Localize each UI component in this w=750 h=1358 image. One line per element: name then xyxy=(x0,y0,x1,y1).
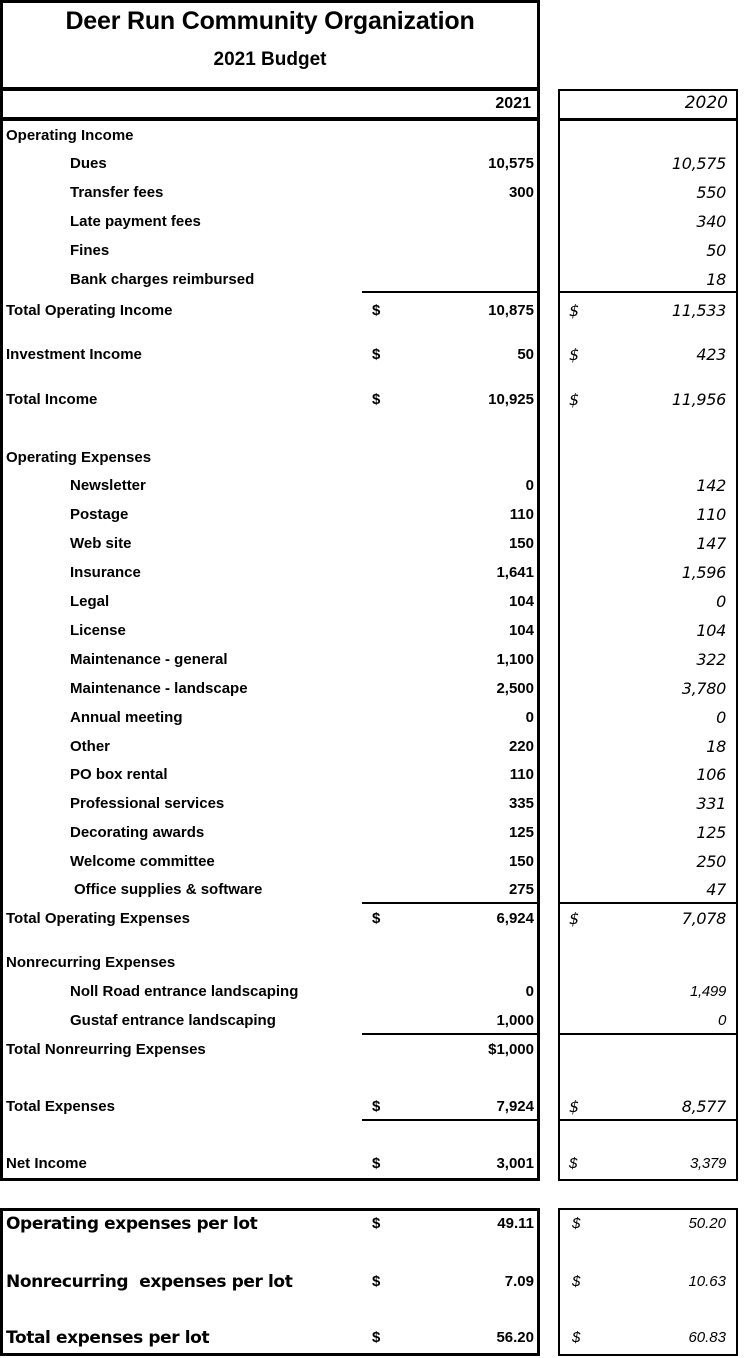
value-2020: 47 xyxy=(706,880,726,899)
value-2020: 104 xyxy=(696,621,726,640)
currency-2021: $ xyxy=(372,391,381,408)
total-row xyxy=(0,907,750,931)
total-row xyxy=(0,1095,750,1119)
currency-2021: $ xyxy=(372,1273,381,1290)
section-header: Nonrecurring Expenses xyxy=(6,954,176,971)
value-2021: 1,100 xyxy=(496,651,534,668)
row-label: Maintenance - landscape xyxy=(70,680,248,697)
column-label-2021: 2021 xyxy=(495,95,531,112)
table-row xyxy=(0,763,750,787)
value-2020: 147 xyxy=(696,534,726,553)
row-label: Total Operating Income xyxy=(6,302,173,319)
value-2020: 550 xyxy=(696,183,726,202)
table-row xyxy=(0,181,750,205)
currency-2021: $ xyxy=(372,1215,381,1232)
currency-2021: $ xyxy=(372,1098,381,1115)
row-label: Postage xyxy=(70,506,129,523)
row-label: Fines xyxy=(70,242,110,259)
currency-2021: $ xyxy=(372,910,381,927)
value-2020: 60.83 xyxy=(688,1329,726,1346)
table-row xyxy=(0,210,750,234)
table-row xyxy=(0,980,750,1004)
value-2021: 56.20 xyxy=(496,1329,534,1346)
table-row xyxy=(0,821,750,845)
section-header: Operating Income xyxy=(6,127,134,144)
section-header-row xyxy=(0,951,750,975)
value-2020: 250 xyxy=(696,852,726,871)
value-2021: 7,924 xyxy=(496,1098,534,1115)
table-row xyxy=(0,677,750,701)
currency-2020: $ xyxy=(569,1097,580,1116)
value-2021: 150 xyxy=(508,853,534,870)
value-2021: 0 xyxy=(525,709,534,726)
value-2021: 125 xyxy=(508,824,534,841)
row-label: Decorating awards xyxy=(70,824,205,841)
value-2021: 0 xyxy=(525,477,534,494)
currency-2020: $ xyxy=(572,1215,581,1232)
currency-2021: $ xyxy=(372,302,381,319)
table-row xyxy=(0,1009,750,1033)
table-row xyxy=(0,268,750,292)
row-label: Late payment fees xyxy=(70,213,201,230)
value-2021: 10,925 xyxy=(488,391,534,408)
value-2020: 18 xyxy=(706,270,726,289)
subtotal-rule xyxy=(362,1033,538,1035)
net-income-row xyxy=(0,1152,750,1176)
section-header-row xyxy=(0,124,750,148)
currency-2021: $ xyxy=(372,1329,381,1346)
currency-2020: $ xyxy=(569,301,580,320)
value-2021: 2,500 xyxy=(496,680,534,697)
column-header-2021 xyxy=(0,88,540,120)
subtotal-rule xyxy=(558,902,738,904)
value-2021: 275 xyxy=(508,881,534,898)
value-2020: 0 xyxy=(717,1012,726,1029)
row-label: Total Expenses xyxy=(6,1098,115,1115)
value-2021: 1,000 xyxy=(496,1012,534,1029)
row-label: Operating expenses per lot xyxy=(6,1214,258,1234)
subtotal-rule xyxy=(558,291,738,293)
row-label: Transfer fees xyxy=(70,184,164,201)
currency-2020: $ xyxy=(569,909,580,928)
subtotal-rule xyxy=(558,1033,738,1035)
row-label: Bank charges reimbursed xyxy=(70,271,255,288)
value-2020: 423 xyxy=(696,345,726,364)
table-row xyxy=(0,590,750,614)
value-2020: 106 xyxy=(696,765,726,784)
table-row xyxy=(0,648,750,672)
currency-2020: $ xyxy=(569,1155,578,1172)
row-label: Net Income xyxy=(6,1155,87,1172)
row-label: Office supplies & software xyxy=(74,881,263,898)
subtotal-rule xyxy=(362,291,538,293)
total-row xyxy=(0,343,750,367)
budget-subtitle: 2021 Budget xyxy=(213,49,327,70)
currency-2020: $ xyxy=(569,390,580,409)
currency-2020: $ xyxy=(572,1273,581,1290)
row-label: Professional services xyxy=(70,795,225,812)
value-2021: 104 xyxy=(508,622,534,639)
value-2020: 1,596 xyxy=(681,563,726,582)
total-row xyxy=(0,299,750,323)
row-label: Total Nonreurring Expenses xyxy=(6,1041,206,1058)
value-2020: 322 xyxy=(696,650,726,669)
table-row xyxy=(0,706,750,730)
section-header: Operating Expenses xyxy=(6,449,152,466)
value-2021: 3,001 xyxy=(496,1155,534,1172)
table-row xyxy=(0,792,750,816)
currency-2021: $ xyxy=(372,1155,381,1172)
value-2021: 335 xyxy=(508,795,534,812)
row-label: Web site xyxy=(70,535,132,552)
value-2021: 104 xyxy=(508,593,534,610)
value-2021: 300 xyxy=(508,184,534,201)
table-row xyxy=(0,532,750,556)
row-label: Maintenance - general xyxy=(70,651,228,668)
currency-2021: $ xyxy=(372,346,381,363)
per-lot-row xyxy=(0,1323,750,1353)
value-2021: 10,575 xyxy=(488,155,534,172)
value-2021: 110 xyxy=(509,766,534,783)
value-2020: 125 xyxy=(696,823,726,842)
row-label: Annual meeting xyxy=(70,709,183,726)
section-header-row xyxy=(0,446,750,470)
value-2020: 10.63 xyxy=(688,1273,726,1290)
value-2020: 1,499 xyxy=(689,983,726,1000)
table-row xyxy=(0,850,750,874)
value-2020: 3,379 xyxy=(689,1155,726,1172)
table-row xyxy=(0,619,750,643)
value-2020: 0 xyxy=(716,708,726,727)
column-header-2020 xyxy=(558,89,738,120)
row-label: License xyxy=(70,622,126,639)
per-lot-row xyxy=(0,1267,750,1297)
value-2020: 0 xyxy=(716,592,726,611)
currency-2020: $ xyxy=(569,345,580,364)
value-2021: 50 xyxy=(517,346,534,363)
value-2020: 110 xyxy=(696,505,726,524)
row-label: Investment Income xyxy=(6,346,142,363)
value-2020: 142 xyxy=(696,476,726,495)
subtotal-rule xyxy=(362,902,538,904)
value-2021: 49.11 xyxy=(497,1215,534,1232)
row-label: Dues xyxy=(70,155,107,172)
table-row xyxy=(0,474,750,498)
table-row xyxy=(0,239,750,263)
row-label: Nonrecurring expenses per lot xyxy=(6,1272,293,1292)
value-2020: 340 xyxy=(696,212,726,231)
value-2021: 110 xyxy=(509,506,534,523)
value-2020: 50.20 xyxy=(688,1215,726,1232)
row-label: Newsletter xyxy=(70,477,146,494)
title-block xyxy=(0,0,540,90)
value-2021: 7.09 xyxy=(504,1273,534,1290)
row-label: Total expenses per lot xyxy=(6,1328,210,1348)
subtotal-rule xyxy=(362,1119,538,1121)
value-2020: 3,780 xyxy=(681,679,726,698)
value-2020: 331 xyxy=(696,794,726,813)
row-label: Total Income xyxy=(6,391,98,408)
row-label: Insurance xyxy=(70,564,141,581)
value-2021: 0 xyxy=(525,983,534,1000)
table-row xyxy=(0,735,750,759)
value-2020: 50 xyxy=(706,241,726,260)
total-row xyxy=(0,1038,750,1062)
subtotal-rule xyxy=(558,1119,738,1121)
column-label-2020: 2020 xyxy=(684,93,728,113)
value-2020: 11,956 xyxy=(671,390,726,409)
value-2020: 7,078 xyxy=(681,909,726,928)
table-row xyxy=(0,503,750,527)
value-2020: 11,533 xyxy=(671,301,726,320)
row-label: Welcome committee xyxy=(70,853,215,870)
per-lot-row xyxy=(0,1209,750,1239)
organization-title: Deer Run Community Organization xyxy=(65,7,475,35)
value-2020: 8,577 xyxy=(681,1097,726,1116)
value-2021: 150 xyxy=(508,535,534,552)
value-2020: 18 xyxy=(706,737,726,756)
row-label: Other xyxy=(70,738,111,755)
row-label: Gustaf entrance landscaping xyxy=(70,1012,276,1029)
value-2021: $1,000 xyxy=(488,1041,534,1058)
row-label: PO box rental xyxy=(70,766,168,783)
value-2021: 6,924 xyxy=(496,910,534,927)
value-2021: 1,641 xyxy=(496,564,534,581)
currency-2020: $ xyxy=(572,1329,581,1346)
value-2021: 10,875 xyxy=(488,302,534,319)
table-row xyxy=(0,878,750,902)
table-row xyxy=(0,152,750,176)
table-row xyxy=(0,561,750,585)
row-label: Legal xyxy=(70,593,110,610)
row-label: Total Operating Expenses xyxy=(6,910,190,927)
value-2020: 10,575 xyxy=(671,154,726,173)
value-2021: 220 xyxy=(508,738,534,755)
total-row xyxy=(0,388,750,412)
row-label: Noll Road entrance landscaping xyxy=(70,983,299,1000)
